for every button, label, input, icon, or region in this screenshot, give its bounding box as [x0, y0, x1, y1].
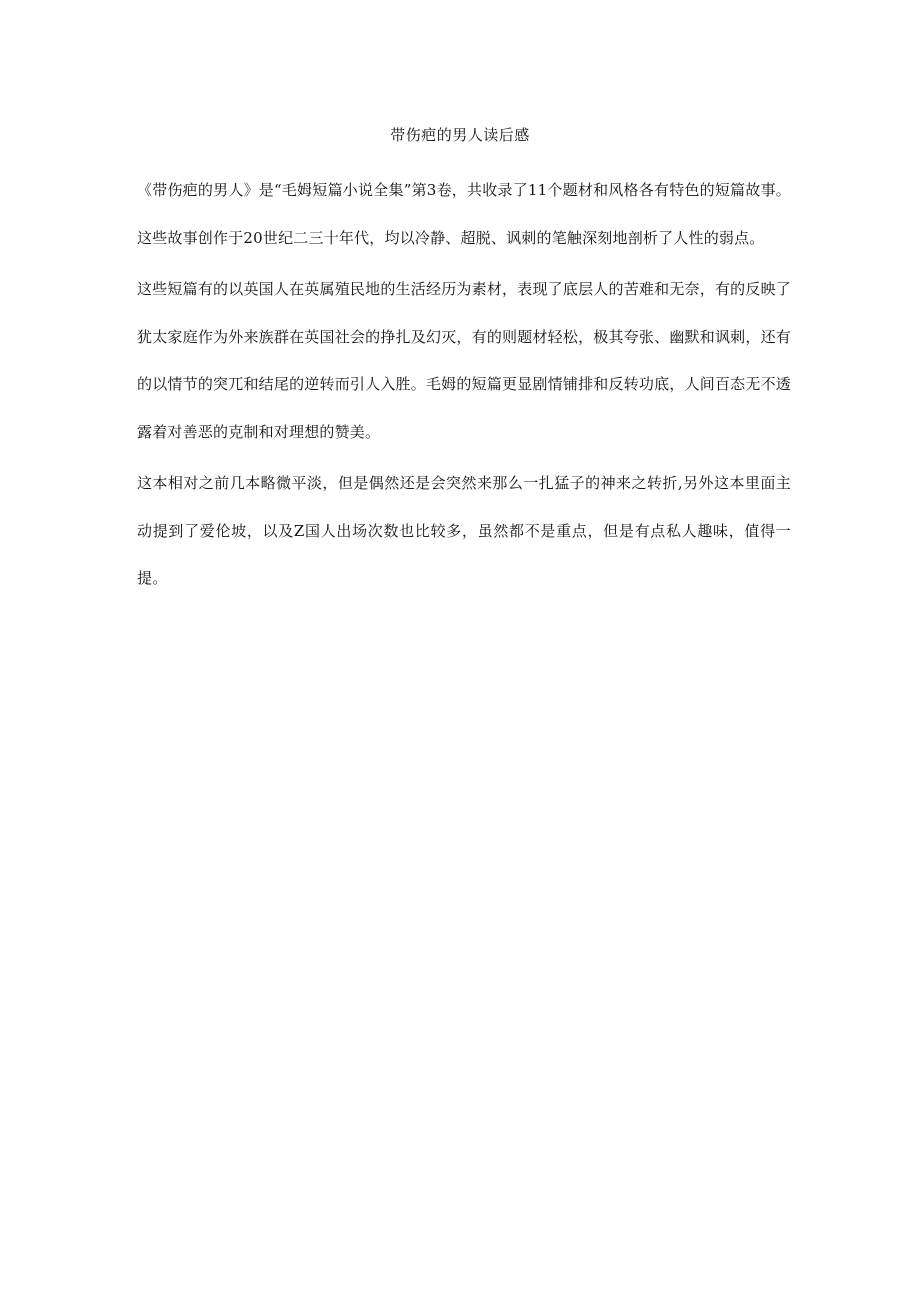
document-title: 带伤疤的男人读后感: [390, 126, 530, 144]
paragraph-2: 这些短篇有的以英国人在英属殖民地的生活经历为素材，表现了底层人的苦难和无奈，有的反映了犹太家庭作为外来族群在英国社会的挣扎及幻灭，有的则题材轻松，极其夸张、幽默和讽刺，还有的以情节的突兀和结尾的逆转而引人入胜。毛姆的短篇更显剧情铺排和反转功底，人间百态无不透露着对善恶的克制和对理想的赞美。: [137, 280, 791, 441]
paragraph-1: 《带伤疤的男人》是“毛姆短篇小说全集”第3卷，共收录了11个题材和风格各有特色的短篇故事。这些故事创作于20世纪二三十年代，均以冷静、超脱、讽刺的笔触深刻地剖析了人性的弱点。: [137, 181, 791, 247]
paragraph-3: 这本相对之前几本略微平淡，但是偶然还是会突然来那么一扎猛子的神来之转折,另外这本里面主动提到了爱伦坡，以及Z国人出场次数也比较多，虽然都不是重点，但是有点私人趣味，值得一提。: [137, 474, 791, 587]
document-body: [137, 167, 791, 607]
